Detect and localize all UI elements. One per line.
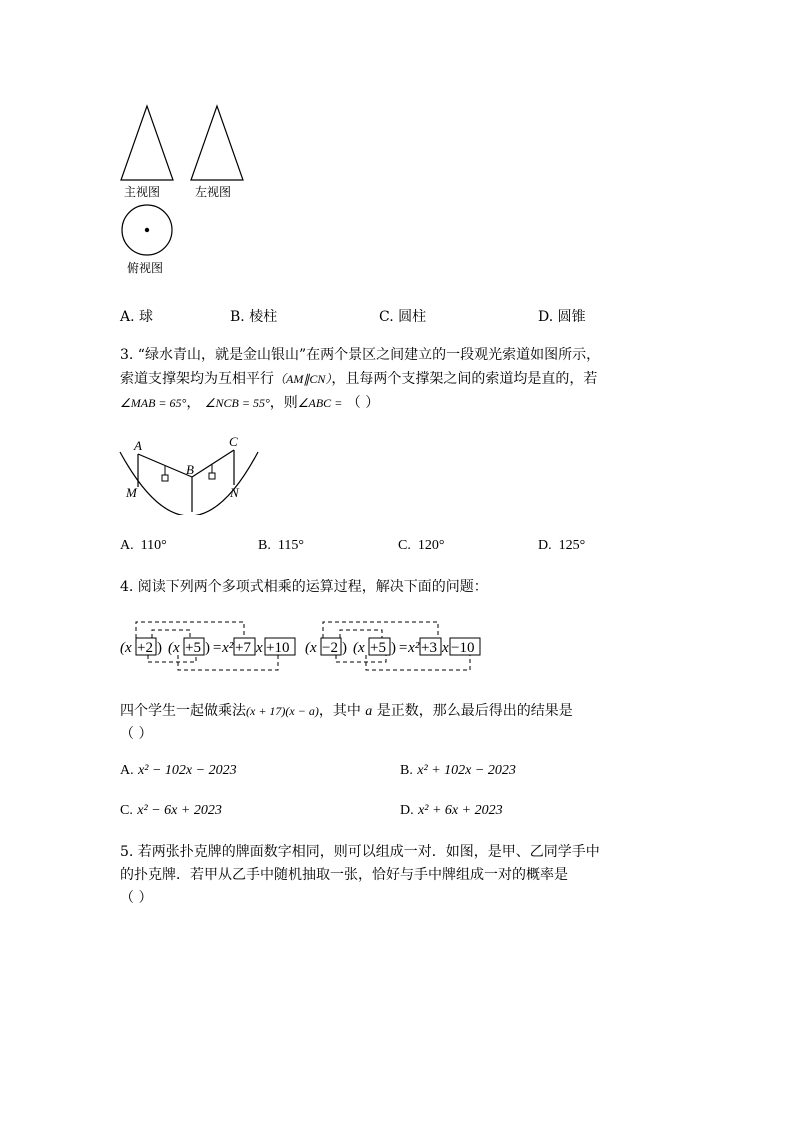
expr2-term-1: −2 bbox=[322, 640, 338, 656]
q4-option-c[interactable]: C. x² − 6x + 2023 bbox=[120, 803, 222, 818]
q4-option-b[interactable]: B. x² + 102x − 2023 bbox=[400, 763, 516, 778]
top-view-label: 俯视图 bbox=[127, 261, 164, 275]
q2-option-a[interactable]: A. 球 bbox=[120, 309, 154, 325]
expr2-close-2: ) bbox=[391, 640, 396, 656]
polynomial-product-figure bbox=[118, 616, 488, 674]
expr2-connector-inner-bottom bbox=[336, 655, 386, 662]
q3-angle-mab: ∠MAB = 65° bbox=[120, 396, 187, 410]
expr1-x: x bbox=[256, 640, 263, 656]
q3-option-b[interactable]: B. 115° bbox=[258, 538, 304, 553]
q4-option-d[interactable]: D. x² + 6x + 2023 bbox=[400, 803, 503, 818]
expr2-open-x2: (x bbox=[353, 640, 365, 656]
q3-parallel-math: （AM∥CN） bbox=[274, 372, 332, 386]
label-a: A bbox=[134, 438, 142, 453]
expr1-equals-x2: =x² bbox=[212, 640, 234, 656]
expr1-term-4: +10 bbox=[266, 640, 290, 656]
expr2-close-1: ) bbox=[342, 640, 347, 656]
q2-option-b[interactable]: B. 棱柱 bbox=[230, 309, 278, 325]
expr1-open-x: (x bbox=[120, 640, 132, 656]
q3-angle-abc: ∠ABC = bbox=[297, 396, 343, 410]
q5-answer-paren: （ ） bbox=[120, 890, 153, 906]
expr2-x: x bbox=[442, 640, 449, 656]
q5-line2: 的扑克牌．若甲从乙手中随机抽取一张，恰好与手中牌组成一对的概率是 bbox=[120, 867, 568, 883]
expr1-term-3: +7 bbox=[235, 640, 251, 656]
expr1-connector-inner-bottom bbox=[148, 655, 196, 662]
expr1-connector-inner-top bbox=[152, 630, 190, 638]
q4-variable-a: a bbox=[365, 704, 373, 719]
label-n: N bbox=[230, 485, 239, 500]
top-view-center-dot bbox=[145, 228, 149, 232]
q2-option-c[interactable]: C. 圆柱 bbox=[379, 309, 427, 325]
cable-car-right bbox=[209, 473, 215, 479]
left-view-label: 左视图 bbox=[195, 185, 232, 199]
expr1-open-x2: (x bbox=[168, 640, 180, 656]
expr1-term-2: +5 bbox=[185, 640, 201, 656]
expr2-term-3: +3 bbox=[421, 640, 437, 656]
q4-answer-paren: （ ） bbox=[120, 726, 153, 742]
q4-product-math: (x + 17)(x − a) bbox=[246, 704, 319, 718]
expr2-term-4: −10 bbox=[451, 640, 475, 656]
q3-line2: 索道支撑架均为互相平行（AM∥CN），且每两个支撑架之间的索道均是直的，若 bbox=[120, 371, 598, 387]
q4-line1: 4. 阅读下列两个多项式相乘的运算过程，解决下面的问题： bbox=[120, 579, 488, 595]
q3-line3: ∠MAB = 65°， ∠NCB = 55°，则∠ABC = （ ） bbox=[120, 395, 380, 411]
q3-option-a[interactable]: A. 110° bbox=[120, 538, 167, 553]
q3-option-c[interactable]: C. 120° bbox=[398, 538, 445, 553]
expr2-connector-inner-top bbox=[340, 630, 382, 638]
left-view-triangle bbox=[191, 106, 243, 180]
label-c: C bbox=[229, 434, 238, 449]
expr2-equals-x2: =x² bbox=[398, 640, 420, 656]
q3-angle-ncb: ∠NCB = 55° bbox=[204, 396, 270, 410]
expr1-close-1: ) bbox=[157, 640, 162, 656]
q4-line2: 四个学生一起做乘法(x + 17)(x − a)，其中 a 是正数，那么最后得出的结果是 bbox=[120, 703, 573, 719]
front-view-label: 主视图 bbox=[124, 185, 161, 199]
cable-car-figure bbox=[112, 430, 262, 515]
label-b: B bbox=[186, 462, 194, 477]
label-m: M bbox=[126, 485, 137, 500]
q3-option-d[interactable]: D. 125° bbox=[538, 538, 586, 553]
cable-car-left bbox=[162, 475, 168, 481]
expr2-open-x: (x bbox=[305, 640, 317, 656]
front-view-triangle bbox=[121, 106, 173, 180]
expr1-close-2: ) bbox=[205, 640, 210, 656]
expr2-term-2: +5 bbox=[370, 640, 386, 656]
expr1-term-1: +2 bbox=[137, 640, 153, 656]
q5-line1: 5. 若两张扑克牌的牌面数字相同，则可以组成一对．如图，是甲、乙同学手中 bbox=[120, 844, 600, 860]
q3-line1: 3. “绿水青山，就是金山银山”在两个景区之间建立的一段观光索道如图所示， bbox=[120, 347, 601, 363]
q2-option-d[interactable]: D. 圆锥 bbox=[538, 309, 586, 325]
q4-option-a[interactable]: A. x² − 102x − 2023 bbox=[120, 763, 237, 778]
